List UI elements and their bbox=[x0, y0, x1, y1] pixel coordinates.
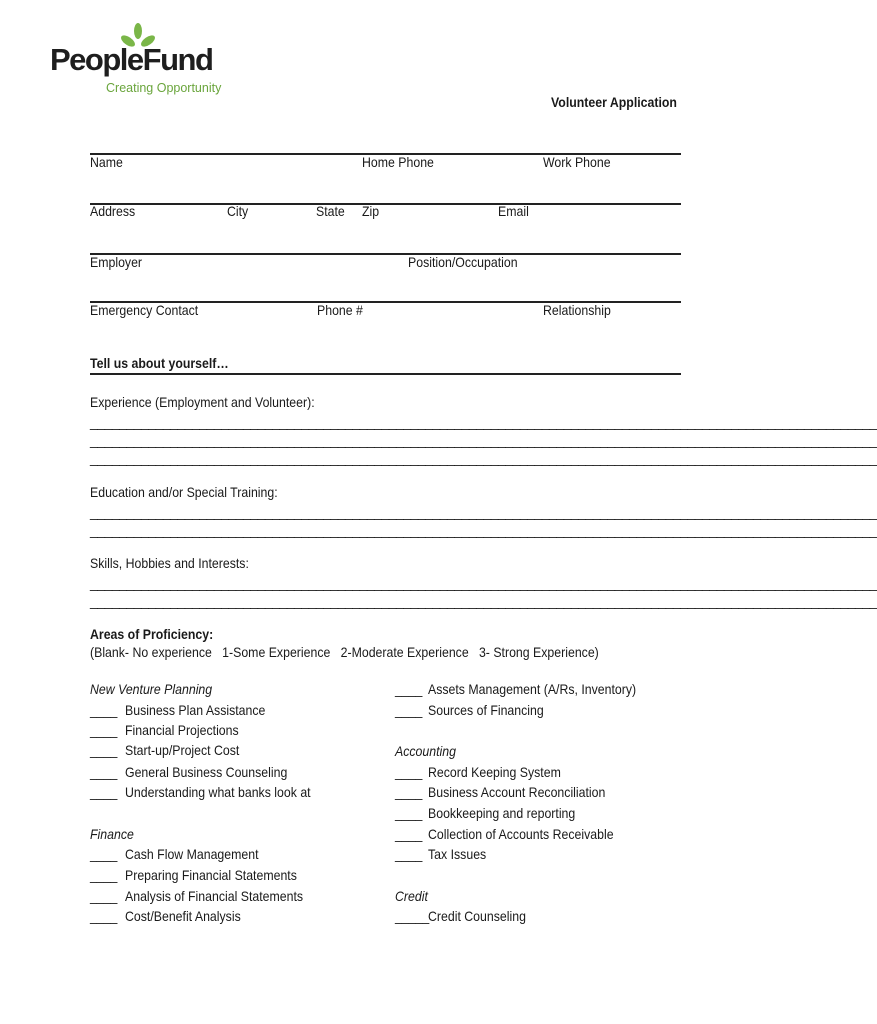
list-item: Sources of Financing bbox=[428, 702, 544, 718]
blank-line[interactable]: ____ bbox=[395, 826, 423, 842]
proficiency-scale: (Blank- No experience 1-Some Experience 2-Moderate Experience 3- Strong Experience) bbox=[90, 644, 599, 660]
experience-line[interactable]: ____________________________________________________________________________________________________________ bbox=[90, 450, 877, 466]
blank-line[interactable]: ____ bbox=[90, 784, 118, 800]
blank-line[interactable]: ____ bbox=[395, 764, 423, 780]
list-item: Business Plan Assistance bbox=[125, 702, 266, 718]
divider bbox=[90, 203, 681, 205]
employer-field-label: Employer bbox=[90, 254, 143, 270]
phone-field-label: Phone # bbox=[317, 302, 363, 318]
blank-line[interactable]: ____ bbox=[90, 764, 118, 780]
section-title-finance: Finance bbox=[90, 826, 134, 842]
divider bbox=[90, 373, 681, 375]
list-item: Analysis of Financial Statements bbox=[125, 888, 304, 904]
skills-line[interactable]: ____________________________________________________________________________________________________________ bbox=[90, 593, 877, 609]
blank-line[interactable]: ____ bbox=[90, 702, 118, 718]
list-item: Credit Counseling bbox=[428, 908, 526, 924]
section-title-new-venture: New Venture Planning bbox=[90, 681, 213, 697]
list-item: Record Keeping System bbox=[428, 764, 561, 780]
relationship-field-label: Relationship bbox=[543, 302, 611, 318]
document-title: Volunteer Application bbox=[551, 94, 677, 110]
logo bbox=[50, 22, 225, 97]
section-title-accounting: Accounting bbox=[395, 743, 456, 759]
education-line[interactable]: ____________________________________________________________________________________________________________ bbox=[90, 522, 877, 538]
list-item: Bookkeeping and reporting bbox=[428, 805, 576, 821]
blank-line[interactable]: ____ bbox=[90, 846, 118, 862]
logo-wordmark: PeopleFund bbox=[50, 42, 213, 77]
email-field-label: Email bbox=[498, 203, 529, 219]
list-item: Collection of Accounts Receivable bbox=[428, 826, 614, 842]
blank-line[interactable]: ____ bbox=[395, 805, 423, 821]
blank-line[interactable]: ____ bbox=[90, 908, 118, 924]
experience-line[interactable]: ____________________________________________________________________________________________________________ bbox=[90, 432, 877, 448]
list-item: Preparing Financial Statements bbox=[125, 867, 297, 883]
about-heading: Tell us about yourself… bbox=[90, 355, 229, 371]
city-field-label: City bbox=[227, 203, 249, 219]
blank-line[interactable]: ____ bbox=[90, 888, 118, 904]
address-field-label: Address bbox=[90, 203, 136, 219]
blank-line[interactable]: ____ bbox=[90, 742, 118, 758]
skills-line[interactable]: ____________________________________________________________________________________________________________ bbox=[90, 575, 877, 591]
list-item: Cash Flow Management bbox=[125, 846, 259, 862]
logo-tagline: Creating Opportunity bbox=[106, 81, 222, 95]
blank-line[interactable]: ____ bbox=[90, 867, 118, 883]
home-phone-field-label: Home Phone bbox=[362, 154, 434, 170]
proficiency-heading: Areas of Proficiency: bbox=[90, 626, 214, 642]
emergency-contact-field-label: Emergency Contact bbox=[90, 302, 199, 318]
list-item: Understanding what banks look at bbox=[125, 784, 311, 800]
blank-line[interactable]: ____ bbox=[90, 722, 118, 738]
list-item: Start-up/Project Cost bbox=[125, 742, 240, 758]
name-field-label: Name bbox=[90, 154, 123, 170]
list-item: General Business Counseling bbox=[125, 764, 288, 780]
blank-line[interactable]: ____ bbox=[395, 702, 423, 718]
divider bbox=[90, 253, 681, 255]
education-label: Education and/or Special Training: bbox=[90, 484, 278, 500]
list-item: Cost/Benefit Analysis bbox=[125, 908, 241, 924]
blank-line[interactable]: ____ bbox=[395, 784, 423, 800]
state-field-label: State bbox=[316, 203, 345, 219]
experience-line[interactable]: ____________________________________________________________________________________________________________ bbox=[90, 414, 877, 430]
zip-field-label: Zip bbox=[362, 203, 380, 219]
blank-line[interactable]: ____ bbox=[395, 846, 423, 862]
list-item: Business Account Reconciliation bbox=[428, 784, 606, 800]
experience-label: Experience (Employment and Volunteer): bbox=[90, 394, 315, 410]
work-phone-field-label: Work Phone bbox=[543, 154, 611, 170]
blank-line[interactable]: _____ bbox=[395, 908, 430, 924]
education-line[interactable]: ____________________________________________________________________________________________________________ bbox=[90, 504, 877, 520]
list-item: Financial Projections bbox=[125, 722, 239, 738]
section-title-credit: Credit bbox=[395, 888, 428, 904]
blank-line[interactable]: ____ bbox=[395, 681, 423, 697]
skills-label: Skills, Hobbies and Interests: bbox=[90, 555, 249, 571]
position-field-label: Position/Occupation bbox=[408, 254, 518, 270]
list-item: Tax Issues bbox=[428, 846, 487, 862]
list-item: Assets Management (A/Rs, Inventory) bbox=[428, 681, 637, 697]
